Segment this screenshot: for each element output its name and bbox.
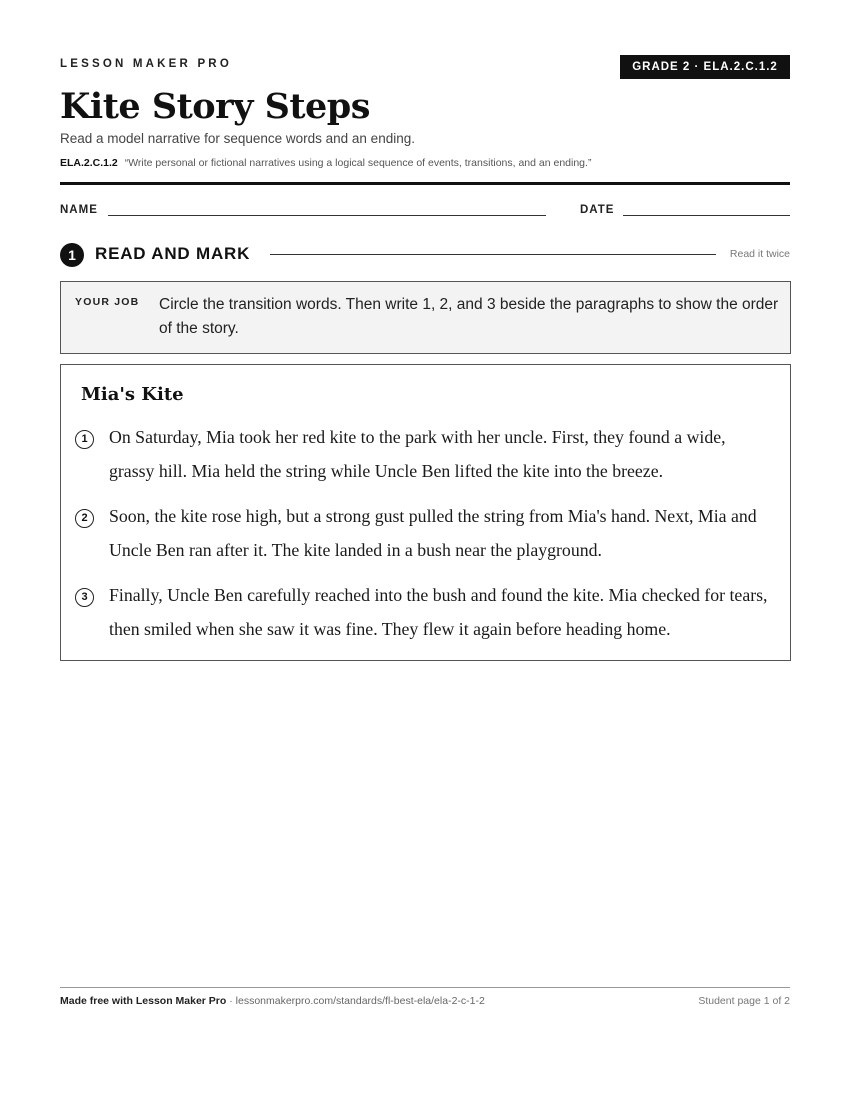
footer-divider — [60, 987, 790, 988]
standard-code: ELA.2.C.1.2 — [60, 157, 118, 169]
footer-page-number: Student page 1 of 2 — [698, 995, 790, 1007]
paragraph-text-3: Finally, Uncle Ben carefully reached into the bush and found the kite. Mia checked for tears, then smiled when she saw it was fine. They flew it again before heading home. — [109, 585, 768, 639]
footer-url: · lessonmakerpro.com/standards/fl-best-ela/ela-2-c-1-2 — [226, 995, 485, 1007]
page-subtitle: Read a model narrative for sequence words and an ending. — [60, 131, 415, 146]
section-note: Read it twice — [729, 248, 790, 260]
section-divider — [270, 254, 716, 255]
instructions-label: YOUR JOB — [75, 296, 140, 308]
paragraph-text-2: Soon, the kite rose high, but a strong gust pulled the string from Mia's hand. Next, Mia and Uncle Ben ran after it. The kite landed in a bush near the playground. — [109, 506, 757, 560]
section-title: READ AND MARK — [95, 244, 251, 263]
header-divider — [60, 182, 790, 185]
date-field[interactable] — [623, 215, 790, 216]
grade-badge: GRADE 2 · ELA.2.C.1.2 — [620, 55, 790, 79]
footer-made-with: Made free with Lesson Maker Pro — [60, 995, 227, 1007]
standard-line — [60, 157, 591, 169]
standard-text: “Write personal or fictional narratives using a logical sequence of events, transitions, and an ending.” — [124, 157, 592, 169]
brand-name: LESSON MAKER PRO — [60, 58, 232, 70]
story-title: Mia's Kite — [81, 384, 184, 405]
footer-credit — [60, 995, 485, 1007]
story-box — [60, 364, 791, 661]
instructions-text: Circle the transition words. Then write 1, 2, and 3 beside the paragraphs to show the order of the story. — [159, 296, 779, 337]
page-title: Kite Story Steps — [60, 86, 370, 127]
paragraph-number-3: 3 — [75, 588, 94, 607]
paragraph-text-1: On Saturday, Mia took her red kite to the park with her uncle. First, they found a wide, grassy hill. Mia held the string while Uncle Ben lifted the kite into the breeze. — [109, 427, 726, 481]
name-field[interactable] — [108, 215, 546, 216]
section-number-badge: 1 — [60, 243, 84, 267]
date-label: DATE — [580, 204, 615, 216]
paragraph-number-1: 1 — [75, 430, 94, 449]
paragraph-number-2: 2 — [75, 509, 94, 528]
instructions-box — [60, 281, 791, 354]
name-label: NAME — [60, 204, 98, 216]
